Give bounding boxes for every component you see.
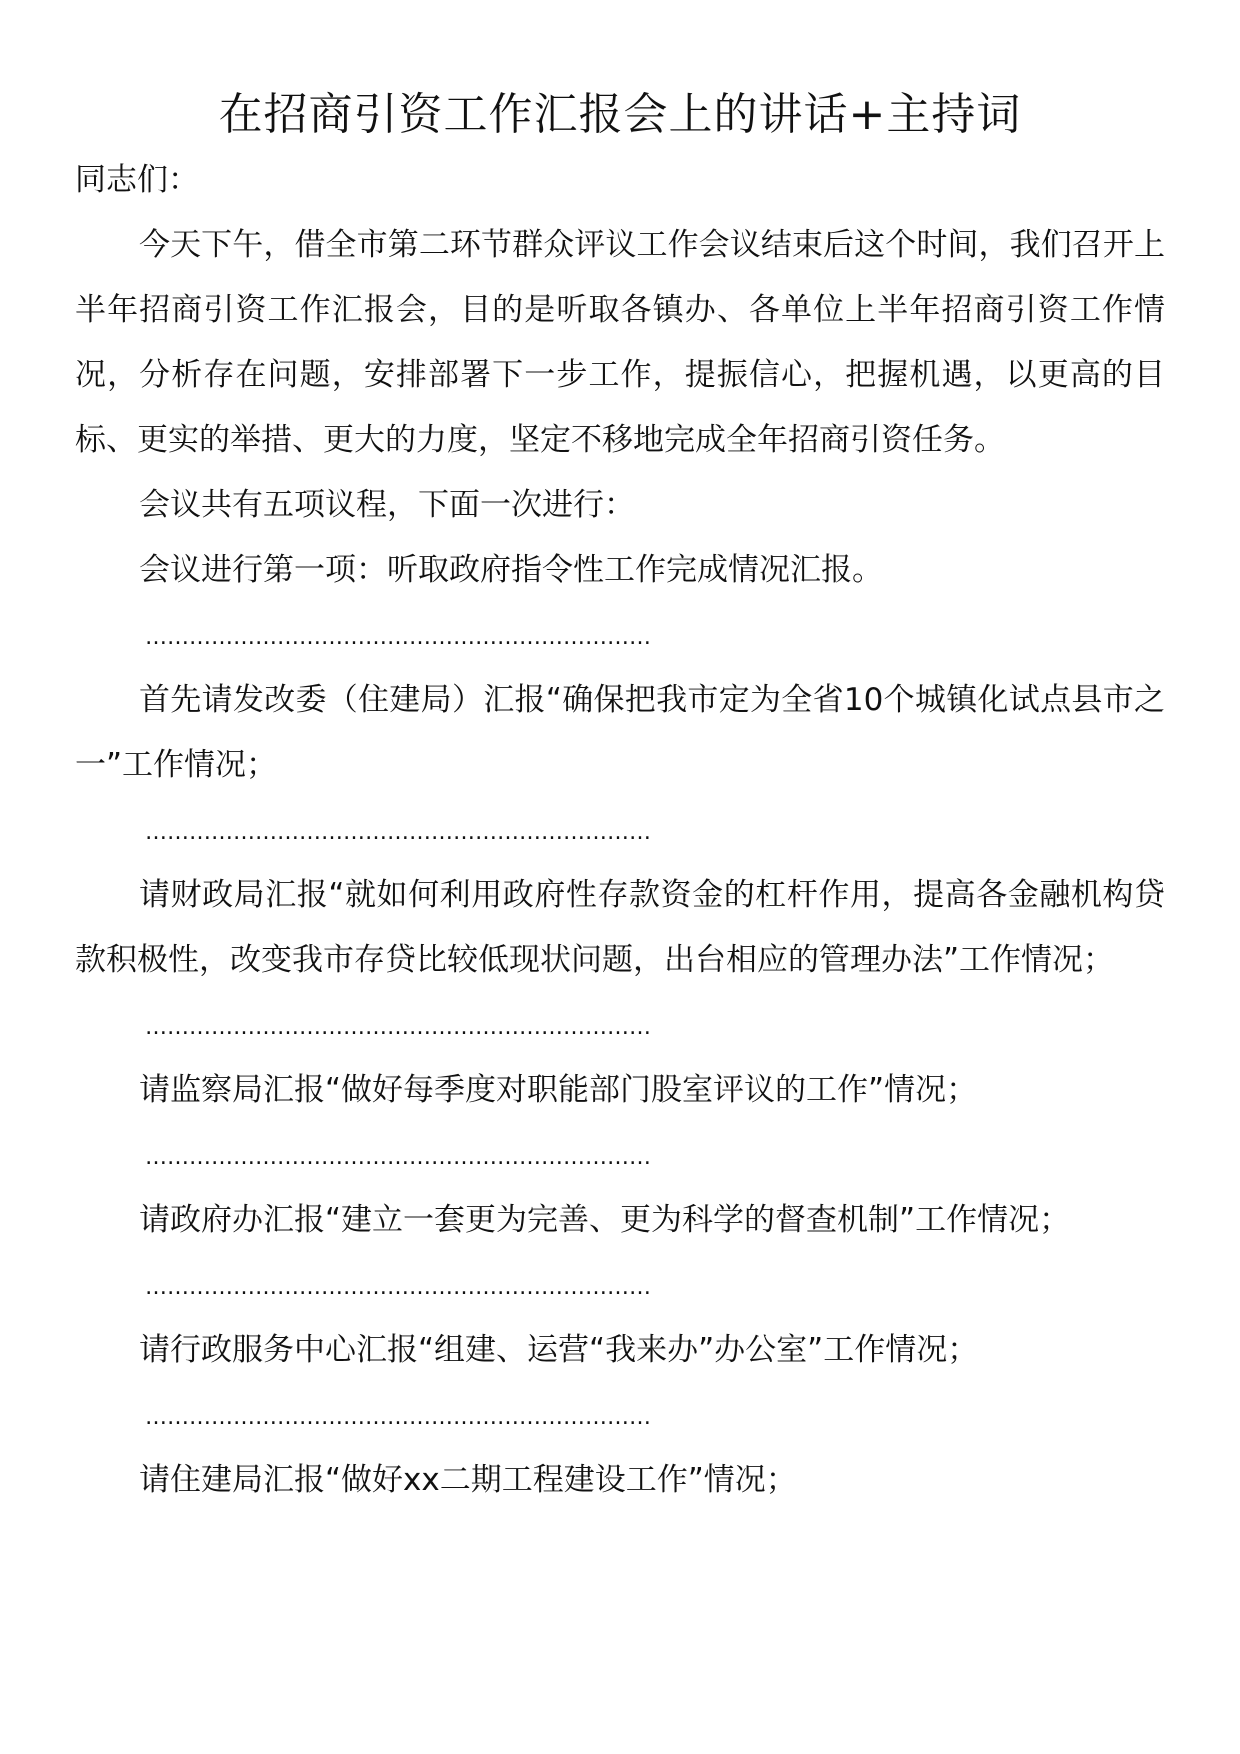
document-body [75, 148, 1165, 1513]
separator-dots [75, 1123, 1165, 1188]
report-paragraph-5: 请行政服务中心汇报“组建、运营“我来办”办公室”工作情况； [139, 1332, 979, 1368]
separator-dots-text: …………………………………………………………… [145, 820, 651, 845]
separator-dots [75, 993, 1165, 1058]
separator-dots-text: …………………………………………………………… [145, 625, 651, 650]
separator-dots-text: …………………………………………………………… [145, 1275, 651, 1300]
separator-dots [75, 1383, 1165, 1448]
report-paragraph-6: 请住建局汇报“做好xx二期工程建设工作”情况； [139, 1462, 797, 1498]
separator-dots [75, 798, 1165, 863]
separator-dots [75, 1253, 1165, 1318]
report-paragraph-1: 首先请发改委（住建局）汇报“确保把我市定为全省10个城镇化试点县市之一”工作情况； [75, 682, 1165, 783]
greeting: 同志们： [75, 162, 199, 198]
report-paragraph-3: 请监察局汇报“做好每季度对职能部门股室评议的工作”情况； [139, 1072, 978, 1108]
report-paragraph-2: 请财政局汇报“就如何利用政府性存款资金的杠杆作用，提高各金融机构贷款积极性，改变我市存贷比较低现状问题，出台相应的管理办法”工作情况； [75, 877, 1165, 978]
intro-paragraph: 今天下午，借全市第二环节群众评议工作会议结束后这个时间，我们召开上半年招商引资工作汇报会，目的是听取各镇办、各单位上半年招商引资工作情况，分析存在问题，安排部署下一步工作，提振信心，把握机遇，以更高的目标、更实的举措、更大的力度，坚定不移地完成全年招商引资任务。 [75, 227, 1165, 458]
report-paragraph-4: 请政府办汇报“建立一套更为完善、更为科学的督查机制”工作情况； [139, 1202, 1071, 1238]
separator-dots-text: …………………………………………………………… [145, 1015, 651, 1040]
agenda-paragraph: 会议共有五项议程，下面一次进行： [139, 487, 635, 523]
document-title: 在招商引资工作汇报会上的讲话+主持词 [218, 89, 1022, 140]
agenda-item-1: 会议进行第一项：听取政府指令性工作完成情况汇报。 [139, 552, 883, 588]
separator-dots-text: …………………………………………………………… [145, 1405, 651, 1430]
separator-dots [75, 603, 1165, 668]
separator-dots-text: …………………………………………………………… [145, 1145, 651, 1170]
